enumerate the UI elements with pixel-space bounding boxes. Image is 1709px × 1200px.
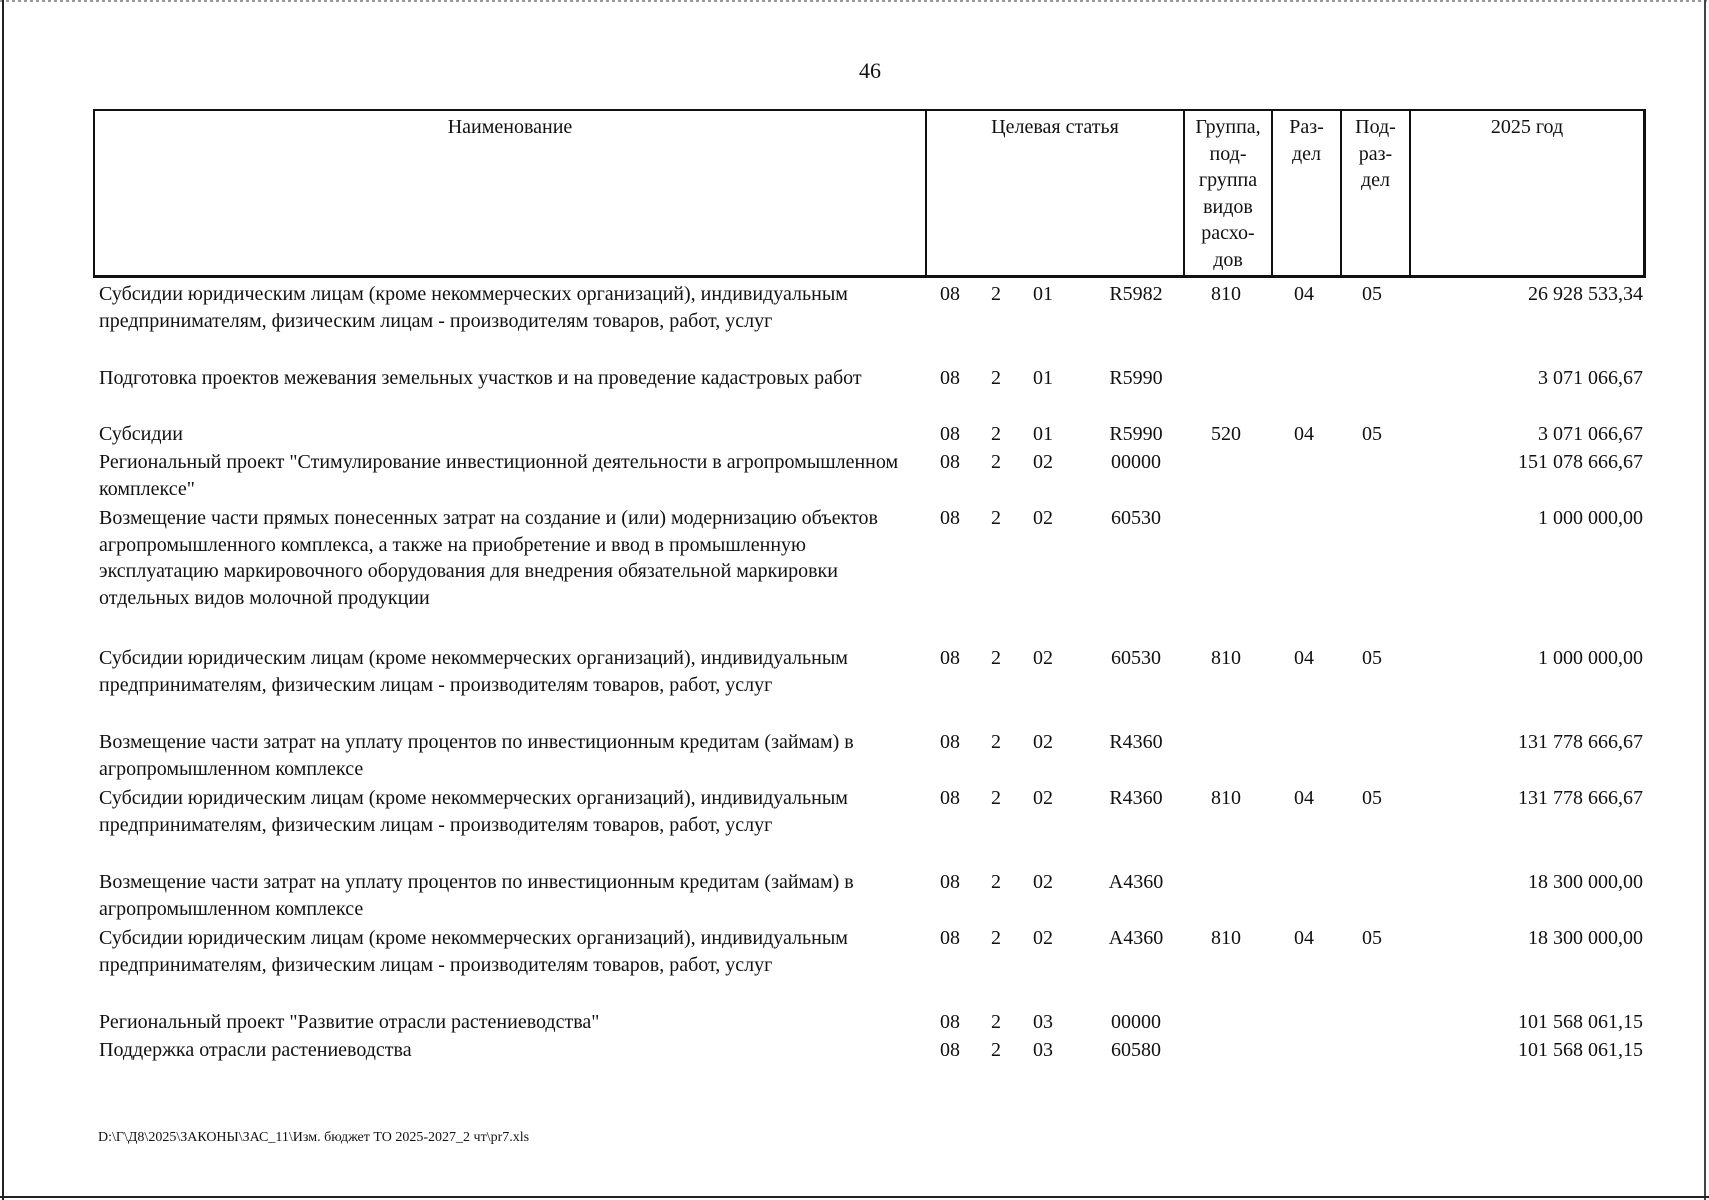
- row-code-direction: R4360: [1109, 731, 1163, 753]
- row-code-program: 08: [940, 1011, 960, 1033]
- header-target-label: Целевая статья: [991, 116, 1119, 138]
- row-code-subprogram: 2: [991, 731, 1001, 753]
- row-code-program: 08: [940, 451, 960, 473]
- row-code-direction: R5990: [1109, 367, 1163, 389]
- page-frame-bottom: [0, 1196, 1709, 1198]
- page-frame-top: [0, 0, 1709, 2]
- row-code-subprogram: 2: [991, 1039, 1001, 1061]
- row-code-main-event: 02: [1033, 507, 1053, 529]
- header-group-line: Группа,: [1195, 116, 1261, 138]
- row-amount: 151 078 666,67: [1518, 451, 1643, 473]
- row-section: 04: [1294, 927, 1314, 949]
- header-subsection-line: раз-: [1358, 142, 1393, 165]
- row-expense-group: 520: [1211, 423, 1241, 445]
- row-code-program: 08: [940, 871, 960, 893]
- row-amount: 18 300 000,00: [1528, 927, 1643, 949]
- row-name: Региональный проект "Развитие отрасли растениеводства": [99, 1011, 600, 1033]
- row-amount: 1 000 000,00: [1538, 647, 1643, 669]
- row-code-direction: R5982: [1109, 283, 1163, 305]
- row-code-direction: 60530: [1111, 647, 1161, 669]
- row-name: Возмещение части затрат на уплату процентов по инвестиционным кредитам (займам) в агропромышленном комплексе: [99, 871, 854, 920]
- row-amount: 26 928 533,34: [1528, 283, 1643, 305]
- row-code-direction: 60580: [1111, 1039, 1161, 1061]
- row-subsection: 05: [1362, 787, 1382, 809]
- row-code-direction: A4360: [1108, 927, 1164, 949]
- row-expense-group: 810: [1211, 787, 1241, 809]
- page-frame-right: [1704, 0, 1706, 1200]
- row-code-main-event: 02: [1033, 647, 1053, 669]
- row-name: Возмещение части затрат на уплату процентов по инвестиционным кредитам (займам) в агропромышленном комплексе: [99, 731, 854, 780]
- footer-file-path: D:\Г\Д8\2025\ЗАКОНЫ\ЗАС_11\Изм. бюджет ТО 2025-2027_2 чт\pr7.xls: [98, 1130, 530, 1145]
- row-section: 04: [1294, 787, 1314, 809]
- row-amount: 101 568 061,15: [1518, 1039, 1643, 1061]
- row-expense-group: 810: [1211, 283, 1241, 305]
- header-group: [1183, 111, 1271, 275]
- row-code-program: 08: [940, 1039, 960, 1061]
- row-name: Субсидии юридическим лицам (кроме некоммерческих организаций), индивидуальным предпринимателям, физическим лицам - производителям товаров, работ, услуг: [99, 787, 848, 836]
- row-code-main-event: 02: [1033, 927, 1053, 949]
- header-section: [1271, 111, 1340, 275]
- row-name: Возмещение части прямых понесенных затрат на создание и (или) модернизацию объектов агропромышленного комплекса, а также на приобретение и ввод в промышленную эксплуатацию маркировочного оборудования для внедрения обязательной маркировки отдельных видов молочной продукции: [99, 507, 878, 609]
- row-code-main-event: 01: [1033, 367, 1053, 389]
- row-code-main-event: 01: [1033, 423, 1053, 445]
- row-name: Субсидии юридическим лицам (кроме некоммерческих организаций), индивидуальным предпринимателям, физическим лицам - производителям товаров, работ, услуг: [99, 647, 848, 696]
- row-code-subprogram: 2: [991, 647, 1001, 669]
- row-code-subprogram: 2: [991, 927, 1001, 949]
- row-section: 04: [1294, 283, 1314, 305]
- row-section: 04: [1294, 423, 1314, 445]
- row-code-program: 08: [940, 927, 960, 949]
- row-amount: 3 071 066,67: [1538, 423, 1643, 445]
- row-code-direction: R5990: [1109, 423, 1163, 445]
- row-code-direction: 00000: [1111, 451, 1161, 473]
- header-group-line: расхо-: [1201, 222, 1255, 244]
- row-code-subprogram: 2: [991, 787, 1001, 809]
- header-section-line: дел: [1291, 142, 1322, 165]
- row-code-main-event: 02: [1033, 871, 1053, 893]
- header-group-line: группа: [1198, 169, 1258, 191]
- row-expense-group: 810: [1211, 927, 1241, 949]
- row-code-main-event: 02: [1033, 451, 1053, 473]
- row-code-subprogram: 2: [991, 1011, 1001, 1033]
- row-code-program: 08: [940, 507, 960, 529]
- row-name: Поддержка отрасли растениеводства: [99, 1039, 412, 1061]
- page-frame-left: [2, 0, 4, 1200]
- header-target: [925, 111, 1183, 275]
- row-amount: 131 778 666,67: [1518, 787, 1643, 809]
- row-code-subprogram: 2: [991, 283, 1001, 305]
- row-code-subprogram: 2: [991, 451, 1001, 473]
- row-amount: 1 000 000,00: [1538, 507, 1643, 529]
- row-code-program: 08: [940, 423, 960, 445]
- row-amount: 18 300 000,00: [1528, 871, 1643, 893]
- header-subsection: [1340, 111, 1409, 275]
- row-code-main-event: 02: [1033, 787, 1053, 809]
- row-code-direction: A4360: [1108, 871, 1164, 893]
- row-code-main-event: 03: [1033, 1011, 1053, 1033]
- row-code-program: 08: [940, 731, 960, 753]
- row-amount: 131 778 666,67: [1518, 731, 1643, 753]
- row-code-subprogram: 2: [991, 871, 1001, 893]
- page-number: 46: [859, 58, 881, 83]
- row-code-subprogram: 2: [991, 367, 1001, 389]
- header-subsection-line: Под-: [1355, 116, 1396, 138]
- row-name: Подготовка проектов межевания земельных участков и на проведение кадастровых работ: [99, 367, 862, 389]
- row-code-program: 08: [940, 283, 960, 305]
- row-code-direction: 00000: [1111, 1011, 1161, 1033]
- header-subsection-line: дел: [1360, 169, 1391, 191]
- table-header: [93, 109, 1646, 278]
- row-subsection: 05: [1362, 927, 1382, 949]
- row-code-direction: 60530: [1111, 507, 1161, 529]
- row-name: Субсидии юридическим лицам (кроме некоммерческих организаций), индивидуальным предпринимателям, физическим лицам - производителям товаров, работ, услуг: [99, 283, 848, 332]
- header-group-line: дов: [1213, 248, 1243, 271]
- header-section-line: Раз-: [1289, 116, 1324, 138]
- header-group-line: видов: [1203, 195, 1253, 218]
- header-year-label: 2025 год: [1490, 116, 1564, 138]
- row-subsection: 05: [1362, 283, 1382, 305]
- row-code-main-event: 03: [1033, 1039, 1053, 1061]
- row-name: Субсидии юридическим лицам (кроме некоммерческих организаций), индивидуальным предпринимателям, физическим лицам - производителям товаров, работ, услуг: [99, 927, 848, 976]
- row-code-subprogram: 2: [991, 507, 1001, 529]
- row-name: Субсидии: [99, 423, 183, 445]
- row-subsection: 05: [1362, 647, 1382, 669]
- row-code-main-event: 01: [1033, 283, 1053, 305]
- row-section: 04: [1294, 647, 1314, 669]
- row-expense-group: 810: [1211, 647, 1241, 669]
- header-name-label: Наименование: [447, 116, 573, 138]
- row-code-direction: R4360: [1109, 787, 1163, 809]
- row-amount: 101 568 061,15: [1518, 1011, 1643, 1033]
- header-group-line: под-: [1209, 142, 1247, 165]
- header-year: [1409, 111, 1643, 275]
- row-amount: 3 071 066,67: [1538, 367, 1643, 389]
- row-name: Региональный проект "Стимулирование инвестиционной деятельности в агропромышленном комплексе": [99, 451, 899, 500]
- row-code-main-event: 02: [1033, 731, 1053, 753]
- row-code-program: 08: [940, 787, 960, 809]
- row-code-program: 08: [940, 647, 960, 669]
- row-subsection: 05: [1362, 423, 1382, 445]
- header-name: [95, 111, 925, 275]
- row-code-program: 08: [940, 367, 960, 389]
- row-code-subprogram: 2: [991, 423, 1001, 445]
